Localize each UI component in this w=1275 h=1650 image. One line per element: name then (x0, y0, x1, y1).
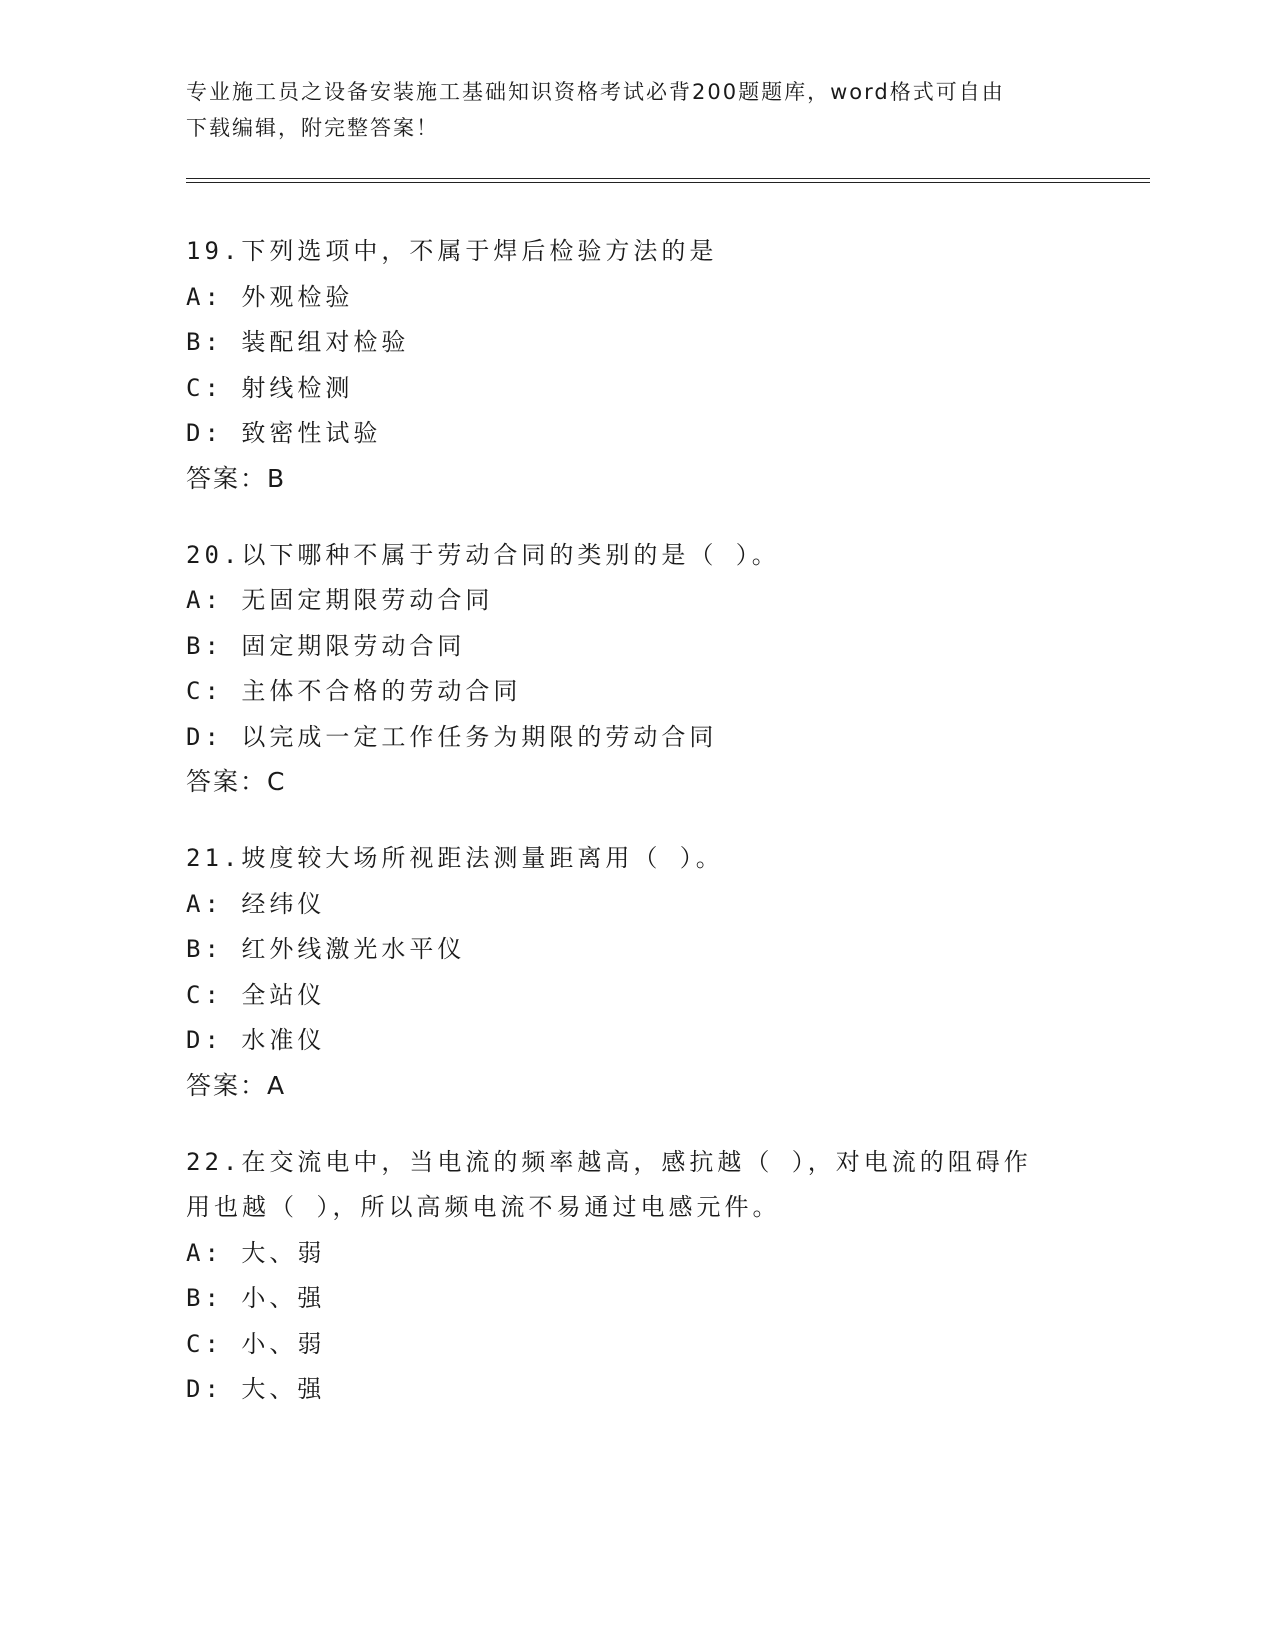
option-a: A: 外观检验 (186, 282, 354, 311)
option-b: B: 红外线激光水平仪 (186, 935, 466, 963)
answer-key: 答案：A (186, 1070, 287, 1100)
question-list (186, 236, 1086, 1450)
option-d: D: 致密性试验 (186, 419, 382, 447)
option-c: C: 全站仪 (186, 980, 326, 1009)
option-b: B: 固定期限劳动合同 (186, 631, 466, 660)
header-divider-top (186, 178, 1150, 179)
option-b: B: 小、强 (186, 1284, 326, 1312)
option-c: C: 主体不合格的劳动合同 (186, 677, 522, 705)
option-a: A: 经纬仪 (186, 889, 326, 918)
question-20 (186, 540, 1086, 798)
question-stem-line-1: 22.在交流电中，当电流的频率越高，感抗越（ ），对电流的阻碍作 (186, 1147, 1032, 1176)
option-d: D: 大、强 (186, 1375, 326, 1403)
option-c: C: 射线检测 (186, 373, 354, 402)
question-stem: 19.下列选项中，不属于焊后检验方法的是 (186, 237, 718, 265)
option-d: D: 以完成一定工作任务为期限的劳动合同 (186, 722, 718, 751)
answer-key: 答案：B (186, 463, 287, 493)
question-22 (186, 1147, 1086, 1405)
document-header (186, 74, 1066, 146)
header-divider-bottom (186, 182, 1150, 183)
question-stem-line-2: 用也越（ ），所以高频电流不易通过电感元件。 (186, 1193, 781, 1221)
answer-key: 答案：C (186, 767, 287, 796)
option-a: A: 无固定期限劳动合同 (186, 586, 494, 614)
option-b: B: 装配组对检验 (186, 328, 410, 356)
question-stem: 20.以下哪种不属于劳动合同的类别的是（ ）。 (186, 540, 780, 569)
option-d: D: 水准仪 (186, 1026, 326, 1054)
option-a: A: 大、弱 (186, 1238, 326, 1267)
question-21 (186, 843, 1086, 1101)
header-line-1: 专业施工员之设备安装施工基础知识资格考试必背200题题库，word格式可自由 (186, 80, 1005, 104)
option-c: C: 小、弱 (186, 1329, 326, 1358)
header-line-2: 下载编辑，附完整答案！ (186, 116, 439, 140)
question-stem: 21.坡度较大场所视距法测量距离用（ ）。 (186, 844, 724, 872)
question-19 (186, 236, 1086, 494)
